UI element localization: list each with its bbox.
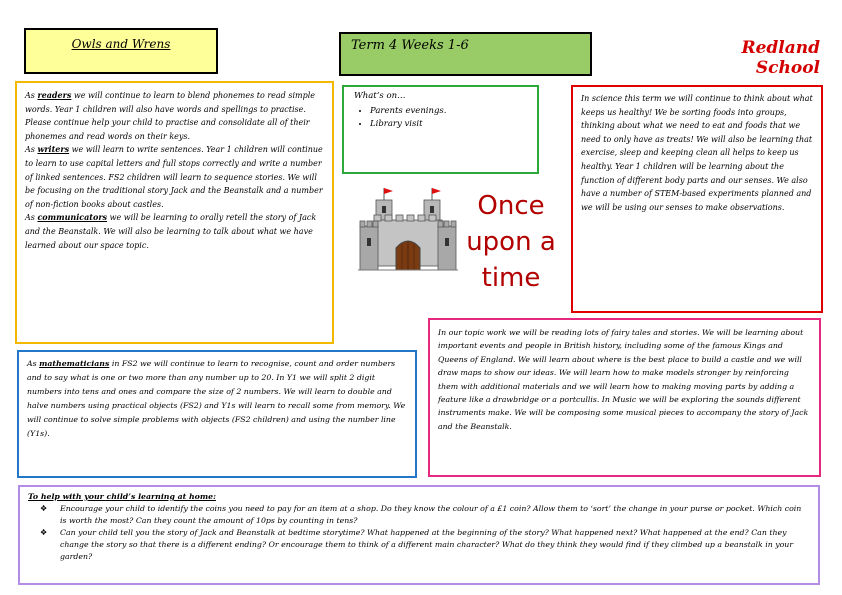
topic-section: [428, 318, 821, 477]
communicators-paragraph: As communicators we will be learning to orally retell the story of Jack and the Beanstalk. We will also be learning to talk about what we have learned about our space topic.: [25, 212, 317, 250]
science-section: [571, 85, 823, 313]
writers-keyword: writers: [37, 144, 70, 155]
home-learning-item: ❖ Can your child tell you the story of Jack and Beanstalk at bedtime storytime? What happened at the beginning of the story? What happened next? What happened at the end? Can they change the story so that there is a different ending? Or encourage them to think of a different main character? What do they think they would find if they climbed up a beanstalk in your garden?: [40, 528, 794, 561]
home-learning-list: [28, 503, 810, 563]
term-box: [339, 32, 592, 76]
theme-title: [466, 188, 556, 296]
home-learning-heading: To help with your child’s learning at home:: [28, 492, 216, 501]
science-text: In science this term we will continue to think about what keeps us healthy! We be sorting foods into groups, thinking about what we need to eat and foods that we need to only have as treats! We will also be learning that exercise, sleep and keeping clean all helps to keep us healthy. Year 1 children will be learning about the function of different body parts and our senses. We also have a number of STEM-based experiments planned and we will be using our senses to make observations.: [581, 94, 813, 212]
whats-on-item: • Library visit: [370, 118, 527, 131]
whats-on-heading: What’s on…: [354, 91, 406, 101]
home-learning-item: ❖ Encourage your child to identify the coins you need to pay for an item at a shop. Do they know the colour of a £1 coin? Allow them to ‘sort’ the change in your purse or pocket. Which coin is worth the most? Can they count the amount of 10ps by counting in tens?: [40, 504, 802, 525]
communicators-keyword: communicators: [37, 212, 108, 223]
readers-paragraph: As readers we will continue to learn to blend phonemes to read simple words. Year 1 children will also have words and spellings to practise. Please continue help your child to practise and consolidate all of their phonemes and read words on their keys.: [25, 90, 316, 141]
bullet-icon: ❖: [40, 528, 48, 537]
mathematicians-keyword: mathematicians: [39, 359, 110, 368]
bullet-icon: ❖: [40, 504, 48, 513]
literacy-section: [15, 81, 334, 344]
term-label: Term 4 Weeks 1-6: [351, 38, 469, 53]
class-name: Owls and Wrens: [71, 37, 171, 51]
readers-keyword: readers: [37, 90, 72, 100]
class-name-box: [24, 28, 218, 74]
theme-title-line: upon a: [466, 227, 556, 257]
theme-title-line: time: [481, 263, 541, 293]
whats-on-item: • Parents evenings.: [370, 105, 527, 118]
writers-paragraph: As writers we will learn to write sentences. Year 1 children will continue to learn to use capital letters and full stops correctly and write a number of linked sentences. FS2 children will learn to sequence stories. We will be focusing on the traditional story Jack and the Beanstalk and a number of non-fiction books about castles.: [25, 144, 323, 209]
maths-section: [17, 350, 417, 478]
topic-text: In our topic work we will be reading lots of fairy tales and stories. We will be learning about important events and people in British history, including some of the famous Kings and Queens of England. We will learn about where is the best place to build a castle and we will draw maps to show our ideas. We will learn how to make models stronger by reinforcing them with additional materials and we will learn how to making moving parts by adding a feature like a drawbridge or a portcullis. In Music we will be exploring the sounds different instruments make. We will be composing some musical pieces to accompany the story of Jack and the Beanstalk.: [438, 328, 809, 431]
theme-title-line: Once: [477, 191, 545, 221]
home-learning-section: [18, 485, 820, 585]
castle-icon: [358, 186, 458, 272]
school-name: Redland School: [741, 38, 820, 78]
whats-on-list: [354, 105, 527, 131]
whats-on-section: [342, 85, 539, 174]
maths-text: As mathematicians in FS2 we will continue to learn to recognise, count and order numbers and to say what is one or two more than any number up to 20. In Y1 we will split 2 digit numbers into tens and ones and compare the size of 2 numbers. We will learn to double and halve numbers using practical objects (FS2) and Y1s will learn to recall some from memory. We will continue to solve simple problems with objects (FS2 children) and using the number line (Y1s).: [27, 359, 406, 438]
